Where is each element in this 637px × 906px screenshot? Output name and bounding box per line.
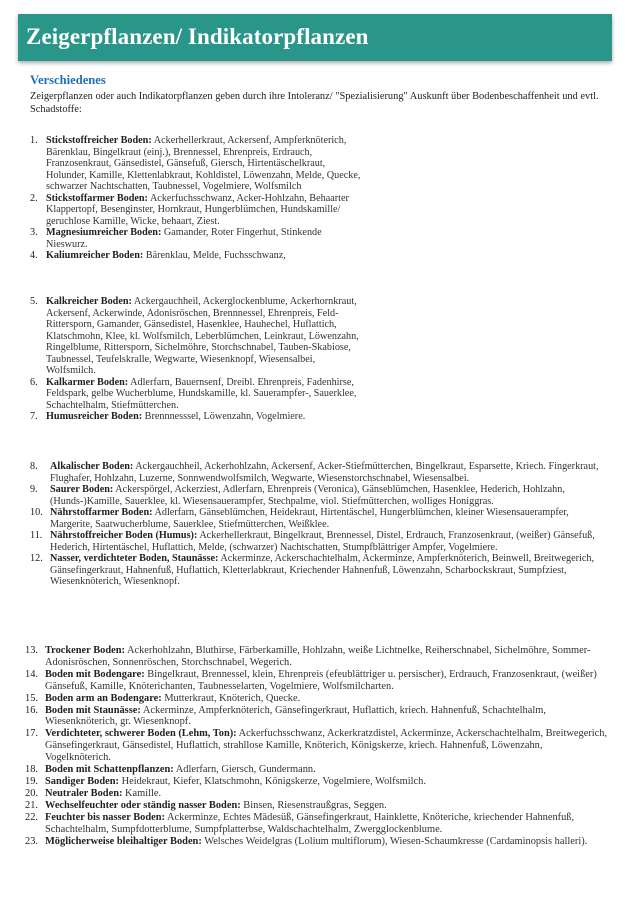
- soil-type-label: Wechselfeuchter oder ständig nasser Boden:: [45, 799, 241, 811]
- soil-type-label: Möglicherweise bleihaltiger Boden:: [45, 835, 202, 847]
- list-item: [30, 135, 365, 193]
- item-number: 7.: [30, 411, 38, 422]
- indicator-plants-text: Binsen, Riesenstraußgras, Seggen.: [240, 799, 387, 811]
- soil-type-label: Saurer Boden:: [50, 484, 114, 495]
- item-number: 11.: [30, 530, 43, 541]
- soil-type-label: Humusreicher Boden:: [46, 411, 143, 422]
- indicator-plants-text: Ackerspörgel, Ackerziest, Adlerfarn, Ehrenpreis (Veronica), Gänseblümchen, Hasenklee, Hederich, Hohlzahn, (Hunds-)Kamille, Sauerklee, kl. Wiesensauerampfer, Stechpalme, viol. Stiefmütterchen, wolliges Honiggras.: [50, 484, 565, 507]
- item-number: 14.: [25, 668, 38, 680]
- item-number: 3.: [30, 227, 38, 238]
- indicator-list-part-2: [30, 296, 365, 423]
- list-item: [25, 669, 610, 693]
- indicator-plants-text: Ackerhellerkraut, Bingelkraut, Brennessel, Distel, Erdrauch, Franzosenkraut, (weißer) Gänsefuß, Hederich, Hirtentäschel, Huflattich, Melde, (schwarzer) Nachtschatten, Stumpfblättriger Ampfer, Vogelmiere.: [50, 530, 595, 553]
- item-number: 8.: [30, 461, 38, 472]
- soil-type-label: Boden mit Bodengare:: [45, 668, 145, 680]
- item-number: 22.: [25, 811, 38, 823]
- soil-type-label: Magnesiumreicher Boden:: [46, 227, 162, 238]
- indicator-plants-text: Heidekraut, Kiefer, Klatschmohn, Königskerze, Vogelmiere, Wolfsmilch.: [119, 775, 426, 787]
- list-item: [25, 705, 610, 729]
- list-item: [25, 788, 610, 800]
- list-item: [25, 645, 610, 669]
- list-item: [25, 764, 610, 776]
- indicator-plants-text: Brennnesssel, Löwenzahn, Vogelmiere.: [142, 411, 306, 422]
- indicator-plants-text: Ackergauchheil, Ackerglockenblume, Ackerhornkraut, Ackersenf, Ackerwinde, Adonisröschen, Brennnessel, Ehrenpreis, Feld-Rittersporn, Gamander, Gänsedistel, Hasenklee, Hauhechel, Huflattich, Klatschmohn, Klee, kl. Wolfsmilch, Leberblümchen, Leinkraut, Löwenzahn, Ringelblume, Rittersporn, Sichelmöhre, Storchschnabel, Tauben-Skabiose, Taubnessel, Teufelskralle, Wegwarte, Wiesenknopf, Wiesensalbei, Wolfsmilch.: [46, 296, 359, 376]
- list-item: [25, 812, 610, 836]
- list-item: [30, 484, 605, 507]
- item-number: 23.: [25, 835, 38, 847]
- intro-paragraph: Zeigerpflanzen oder auch Indikatorpflanzen geben durch ihre Intoleranz/ "Spezialisierung" Auskunft über Bodenbeschaffenheit und evtl. Schadstoffe:: [30, 91, 599, 115]
- item-number: 19.: [25, 775, 38, 787]
- indicator-plants-text: Ackerminze, Echtes Mädesüß, Gänsefingerkraut, Hainklette, Knöteriche, kriechender Hahnenfuß, Schachtelhalm, Sumpfdotterblume, Sumpfplatterbse, Waldschachtelhalm, Zwergglockenblume.: [45, 811, 575, 835]
- list-item: [30, 377, 365, 412]
- list-item: [30, 530, 605, 553]
- list-item: [25, 728, 610, 764]
- list-item: [30, 296, 365, 377]
- indicator-list-part-3: [30, 461, 605, 588]
- indicator-plants-text: Ackergauchheil, Ackerhohlzahn, Ackersenf, Acker-Stiefmütterchen, Bingelkraut, Esparsette, Kriech. Fingerkraut, Flughafer, Hohlzahn, Luzerne, Sonnwendwolfsmilch, Wegwarte, Wiesenstorchschnabel, Wiesensalbei.: [50, 461, 599, 484]
- item-number: 5.: [30, 296, 38, 307]
- indicator-plants-text: Bingelkraut, Brennessel, klein, Ehrenpreis (efeublättriger u. persischer), Erdrauch, Franzosenkraut, (weißer) Gänsefuß, Kamille, Knöterichanten, Taubnesselarten, Vogelmiere, Wolfsmilcharten.: [45, 668, 597, 692]
- soil-type-label: Neutraler Boden:: [45, 787, 123, 799]
- list-item: [25, 693, 610, 705]
- indicator-list-part-1: [30, 135, 365, 262]
- item-number: 2.: [30, 192, 38, 204]
- list-item: [30, 507, 605, 530]
- soil-type-label: Kalkarmer Boden:: [46, 376, 129, 388]
- item-number: 20.: [25, 787, 38, 799]
- list-item: [25, 836, 610, 848]
- indicator-plants-text: Ackerfuchsschwanz, Acker-Hohlzahn, Behaarter Klappertopf, Besenginster, Hornkraut, Hungerblümchen, Hundskamille/ geruchlose Kamille, Wicke, behaart, Ziest.: [46, 192, 349, 227]
- list-item: [30, 553, 605, 588]
- indicator-plants-text: Ackerminze, Ampferknöterich, Gänsefingerkraut, Huflattich, kriech. Hahnenfuß, Schachtelhalm, Wiesenknöterich, gr. Wiesenknopf.: [45, 704, 546, 728]
- item-number: 10.: [30, 507, 43, 518]
- item-number: 1.: [30, 135, 38, 146]
- soil-type-label: Nährstoffreicher Boden (Humus):: [50, 530, 198, 541]
- item-number: 6.: [30, 376, 38, 388]
- item-number: 15.: [25, 692, 38, 704]
- item-number: 18.: [25, 764, 38, 776]
- soil-type-label: Feuchter bis nasser Boden:: [45, 811, 165, 823]
- list-item: [30, 227, 365, 250]
- item-number: 9.: [30, 484, 38, 495]
- item-number: 13.: [25, 645, 38, 656]
- indicator-plants-text: Mutterkraut, Knöterich, Quecke.: [161, 692, 301, 704]
- list-item: [30, 250, 365, 262]
- item-number: 21.: [25, 799, 38, 811]
- soil-type-label: Trockener Boden:: [45, 645, 125, 656]
- soil-type-label: Kalkreicher Boden:: [46, 296, 132, 307]
- list-item: [30, 193, 365, 228]
- soil-type-label: Verdichteter, schwerer Boden (Lehm, Ton):: [45, 728, 237, 740]
- soil-type-label: Kaliumreicher Boden:: [46, 250, 144, 261]
- indicator-plants-text: Ackerhellerkraut, Ackersenf, Ampferknöterich, Bärenklau, Bingelkraut (einj.), Brennessel, Ehrenpreis, Erdrauch, Franzosenkraut, Gänsedistel, Gänsefuß, Giersch, Hirtentäschelkraut, Holunder, Kamille, Klettenlabkraut, Kohldistel, Löwenzahn, Melde, Quecke, schwarzer Nachtschatten, Taubnessel, Vogelmiere, Wolfsmilch: [46, 135, 361, 192]
- soil-type-label: Sandiger Boden:: [45, 775, 120, 787]
- soil-type-label: Boden arm an Bodengare:: [45, 692, 162, 704]
- indicator-list-part-4: [25, 645, 610, 847]
- list-item: [25, 776, 610, 788]
- indicator-plants-text: Adlerfarn, Bauernsenf, Dreibl. Ehrenpreis, Fadenhirse, Feldspark, gelbe Wucherblume, Hundskamille, kl. Sauerampfer-, Sauerklee, Schachtelhalm, Stiefmütterchen.: [46, 376, 357, 411]
- section-heading: Verschiedenes: [30, 73, 106, 87]
- indicator-plants-text: Bärenklau, Melde, Fuchsschwanz,: [143, 250, 286, 261]
- item-number: 4.: [30, 250, 38, 261]
- page-title: Zeigerpflanzen/ Indikatorpflanzen: [26, 24, 369, 49]
- soil-type-label: Alkalischer Boden:: [50, 461, 134, 472]
- soil-type-label: Nasser, verdichteter Boden, Staunässe:: [50, 553, 219, 564]
- list-item: [25, 800, 610, 812]
- item-number: 17.: [25, 728, 38, 740]
- soil-type-label: Nährstoffarmer Boden:: [50, 507, 153, 518]
- indicator-plants-text: Welsches Weidelgras (Lolium multiflorum), Wiesen-Schaumkresse (Cardaminopsis halleri).: [201, 835, 588, 847]
- soil-type-label: Stickstoffreicher Boden:: [46, 135, 152, 146]
- indicator-plants-text: Ackerfuchsschwanz, Ackerkratzdistel, Ackerminze, Ackerschachtelhalm, Breitwegerich, Gänsefingerkraut, Gänsedistel, Huflattich, strahllose Kamille, Knöterich, Königskerze, kriech. Hahnenfuß, Löwenzahn, Vogelknöterich.: [45, 728, 608, 764]
- soil-type-label: Boden mit Schattenpflanzen:: [45, 764, 174, 776]
- indicator-plants-text: Gamander, Roter Fingerhut, Stinkende Nieswurz.: [46, 227, 322, 250]
- indicator-plants-text: Adlerfarn, Gänseblümchen, Heidekraut, Hirtentäschel, Hungerblümchen, kleiner Wiesensauerampfer, Margerite, Saatwucherblume, Sauerklee, Stiefmütterchen, Weißklee.: [50, 507, 569, 530]
- indicator-plants-text: Kamille.: [122, 787, 162, 799]
- list-item: [30, 461, 605, 484]
- list-item: [30, 411, 365, 423]
- indicator-plants-text: Ackerminze, Ackerschachtelhalm, Ackerminze, Ampferknöterich, Beinwell, Breitwegerich, Gänsefingerkraut, Hahnenfuß, Huflattich, Kletterlabkraut, Kriechender Hahnenfuß, Löwenzahn, Scharbockskraut, Sumpfziest, Wiesenknöterich, Wiesenknopf.: [50, 553, 595, 587]
- item-number: 16.: [25, 704, 38, 716]
- item-number: 12.: [30, 553, 43, 564]
- indicator-plants-text: Ackerhohlzahn, Bluthirse, Färberkamille, Hohlzahn, weiße Lichtnelke, Reiherschnabel, Sichelmöhre, Sommer- Adonisröschen, Sonnenröschen, Storchschnabel, Wegerich.: [45, 645, 591, 668]
- soil-type-label: Stickstoffarmer Boden:: [46, 192, 148, 204]
- soil-type-label: Boden mit Staunässe:: [45, 704, 141, 716]
- title-banner: [18, 14, 612, 61]
- indicator-plants-text: Adlerfarn, Giersch, Gundermann.: [173, 764, 316, 776]
